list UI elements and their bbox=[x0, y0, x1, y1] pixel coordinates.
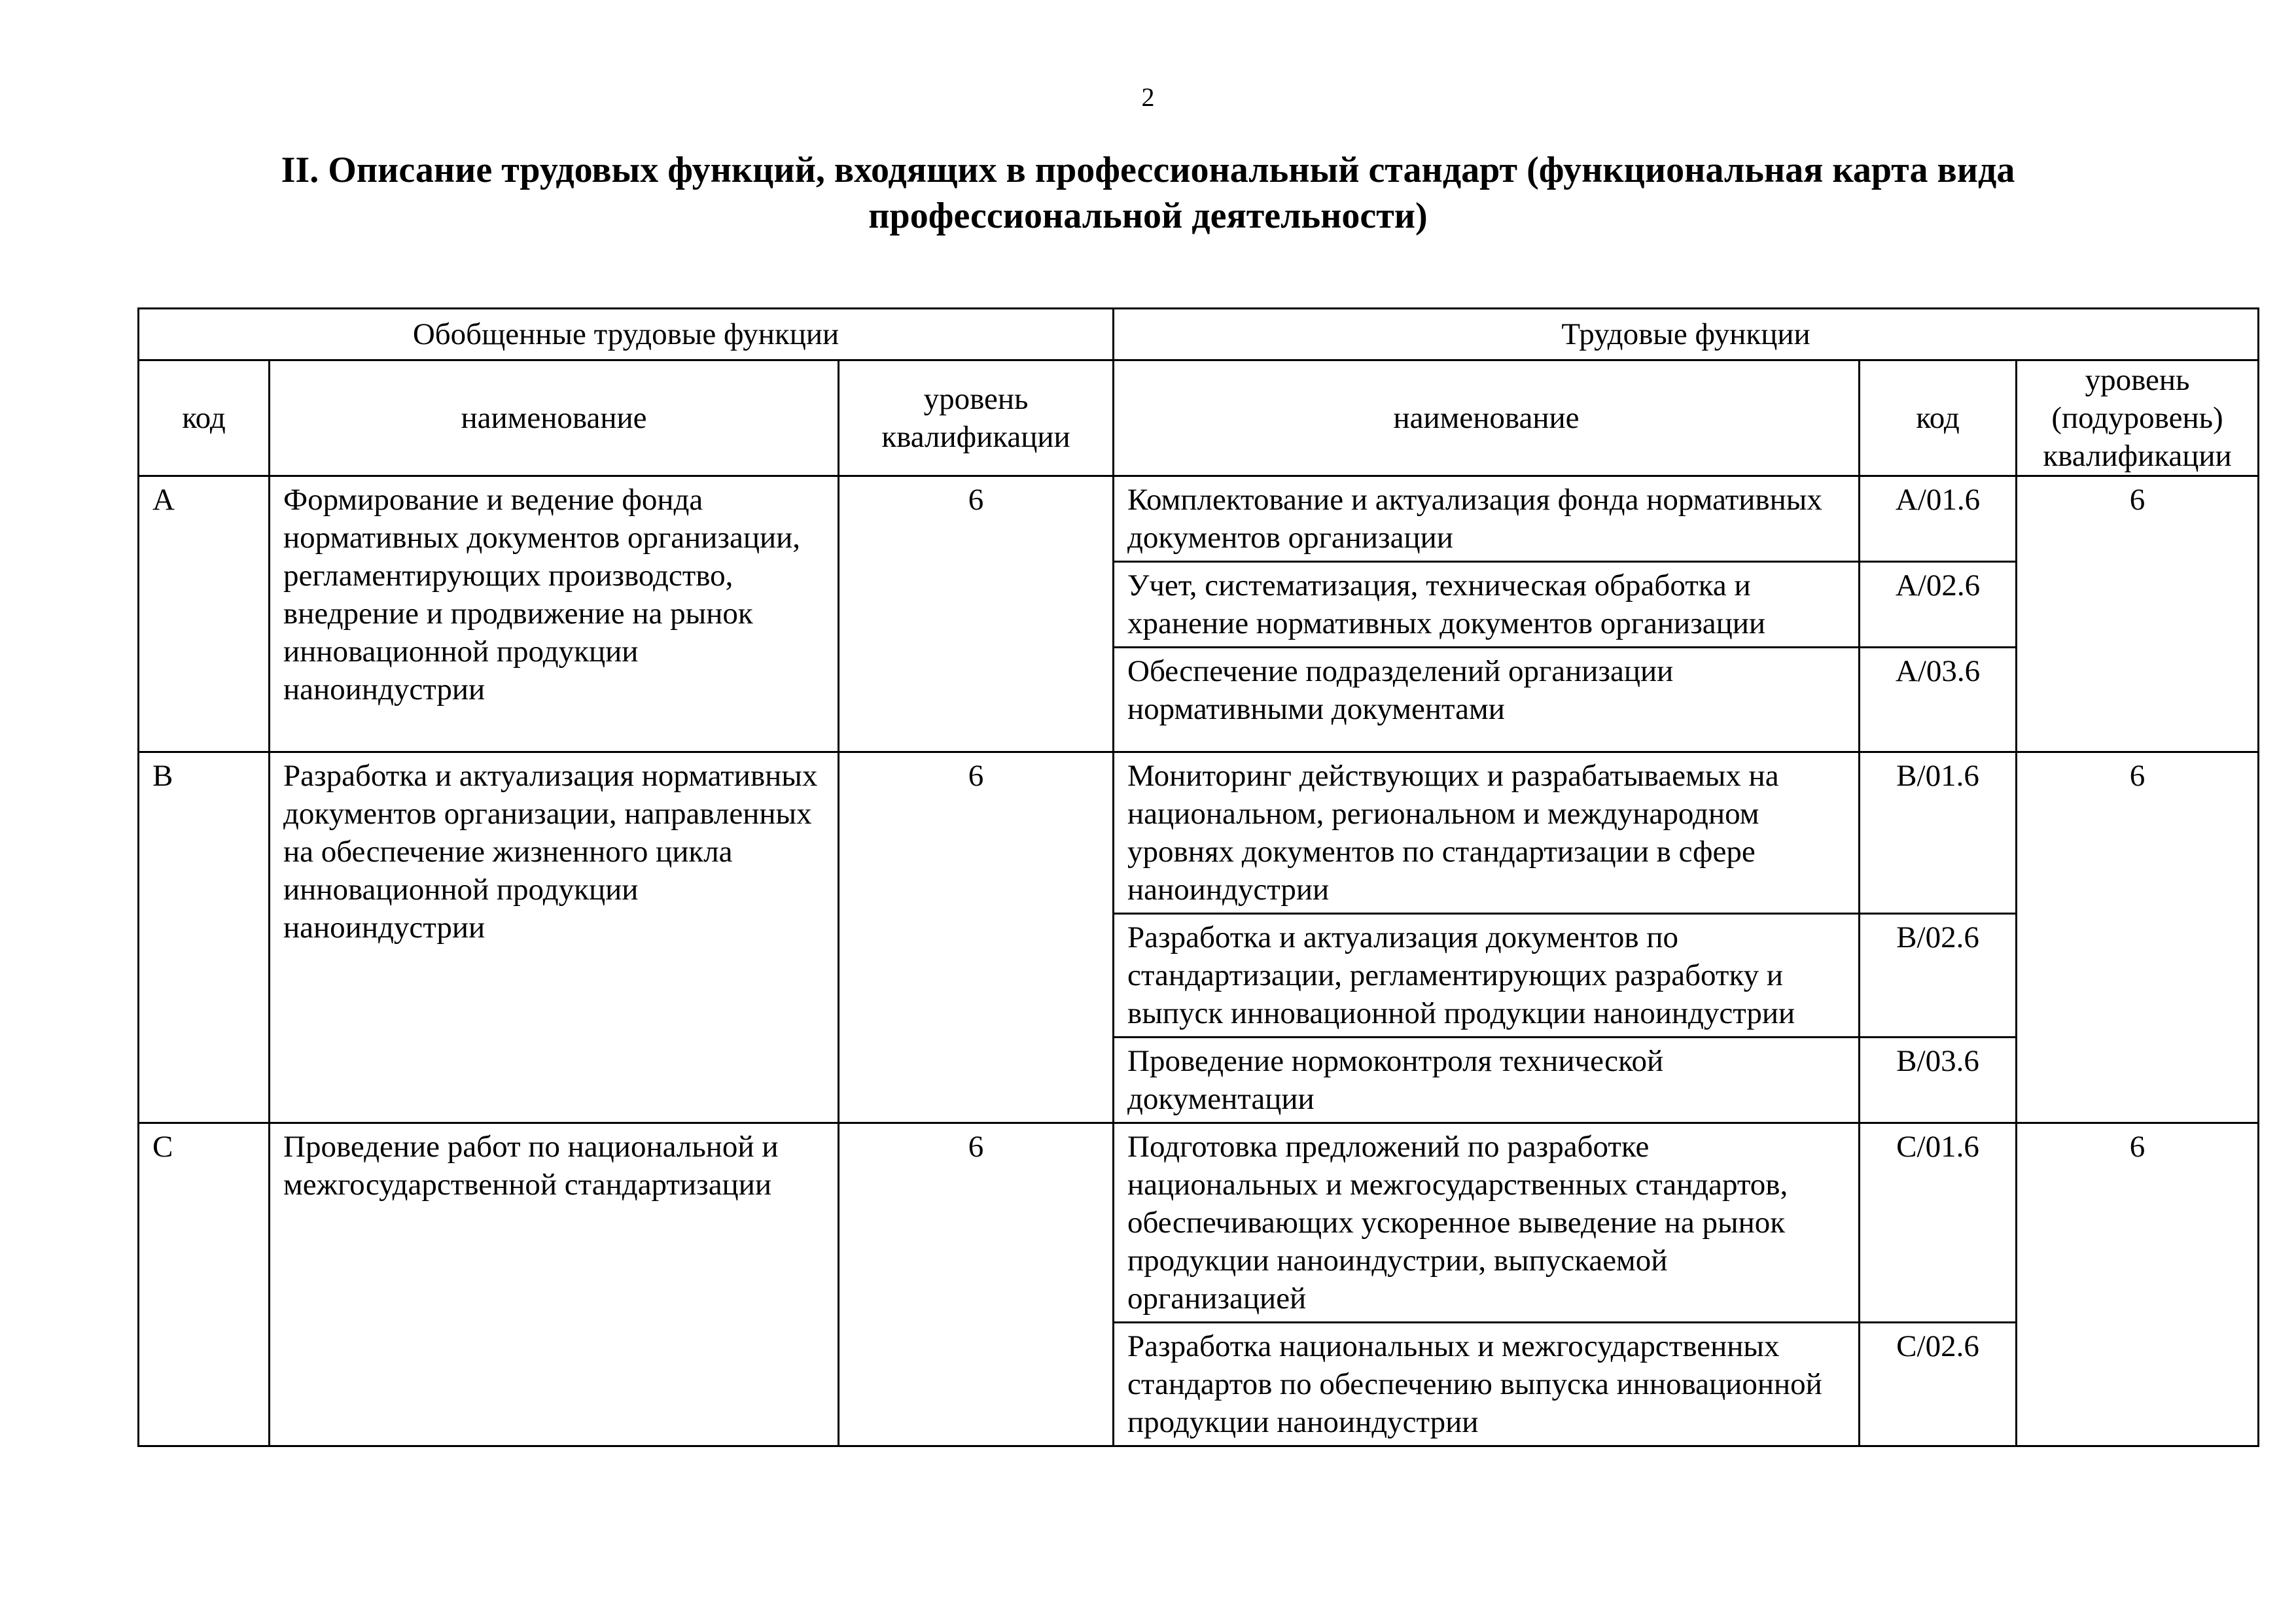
function-name: Комплектование и актуализация фонда нормативных документов организации bbox=[1114, 476, 1860, 562]
page-title-line-2: профессиональной деятельности) bbox=[868, 196, 1428, 236]
col-header-tf-code: код bbox=[1860, 360, 2017, 476]
function-name: Разработка и актуализация документов по стандартизации, регламентирующих разработку и выпуск инновационной продукции наноиндустрии bbox=[1114, 914, 1860, 1038]
functional-map-table bbox=[137, 307, 2259, 1447]
function-sublevel: 6 bbox=[2017, 752, 2259, 1123]
col-header-gen-code: код bbox=[139, 360, 270, 476]
group-header-row bbox=[139, 309, 2259, 360]
table-row bbox=[139, 1123, 2259, 1323]
function-code: C/01.6 bbox=[1860, 1123, 2017, 1323]
function-name: Разработка национальных и межгосударственных стандартов по обеспечению выпуска инновационной продукции наноиндустрии bbox=[1114, 1323, 1860, 1446]
function-code: B/01.6 bbox=[1860, 752, 2017, 914]
function-code: A/02.6 bbox=[1860, 562, 2017, 648]
group-level: 6 bbox=[839, 752, 1114, 1123]
function-code: B/03.6 bbox=[1860, 1038, 2017, 1123]
function-name: Проведение нормоконтроля технической документации bbox=[1114, 1038, 1860, 1123]
function-code: C/02.6 bbox=[1860, 1323, 2017, 1446]
col-header-gen-level: уровень квалификации bbox=[839, 360, 1114, 476]
page-number: 2 bbox=[1141, 82, 1155, 112]
page-title bbox=[196, 147, 2100, 239]
group-code: A bbox=[139, 476, 270, 752]
group-code: C bbox=[139, 1123, 270, 1446]
column-header-row bbox=[139, 360, 2259, 476]
function-sublevel: 6 bbox=[2017, 1123, 2259, 1446]
group-level: 6 bbox=[839, 476, 1114, 752]
group-code: B bbox=[139, 752, 270, 1123]
page-title-line-1: II. Описание трудовых функций, входящих в профессиональный стандарт (функциональная карта вида bbox=[281, 150, 2015, 190]
col-header-tf-level: уровень (подуровень) квалификации bbox=[2017, 360, 2259, 476]
table-row bbox=[139, 476, 2259, 562]
col-header-gen-name: наименование bbox=[270, 360, 839, 476]
function-code: A/03.6 bbox=[1860, 648, 2017, 752]
table-row bbox=[139, 752, 2259, 914]
group-name: Формирование и ведение фонда нормативных документов организации, регламентирующих производство, внедрение и продвижение на рынок инновационной продукции наноиндустрии bbox=[270, 476, 839, 752]
function-name: Подготовка предложений по разработке национальных и межгосударственных стандартов, обеспечивающих ускоренное выведение на рынок продукции наноиндустрии, выпускаемой организацией bbox=[1114, 1123, 1860, 1323]
function-name: Обеспечение подразделений организации нормативными документами bbox=[1114, 648, 1860, 752]
group-level: 6 bbox=[839, 1123, 1114, 1446]
labor-functions-header: Трудовые функции bbox=[1114, 309, 2259, 360]
function-sublevel: 6 bbox=[2017, 476, 2259, 752]
group-name: Проведение работ по национальной и межгосударственной стандартизации bbox=[270, 1123, 839, 1446]
function-code: B/02.6 bbox=[1860, 914, 2017, 1038]
group-name: Разработка и актуализация нормативных документов организации, направленных на обеспечение жизненного цикла инновационной продукции наноиндустрии bbox=[270, 752, 839, 1123]
function-name: Мониторинг действующих и разрабатываемых на национальном, региональном и международном уровнях документов по стандартизации в сфере наноиндустрии bbox=[1114, 752, 1860, 914]
generalized-functions-header: Обобщенные трудовые функции bbox=[139, 309, 1114, 360]
function-code: A/01.6 bbox=[1860, 476, 2017, 562]
function-name: Учет, систематизация, техническая обработка и хранение нормативных документов организации bbox=[1114, 562, 1860, 648]
col-header-tf-name: наименование bbox=[1114, 360, 1860, 476]
